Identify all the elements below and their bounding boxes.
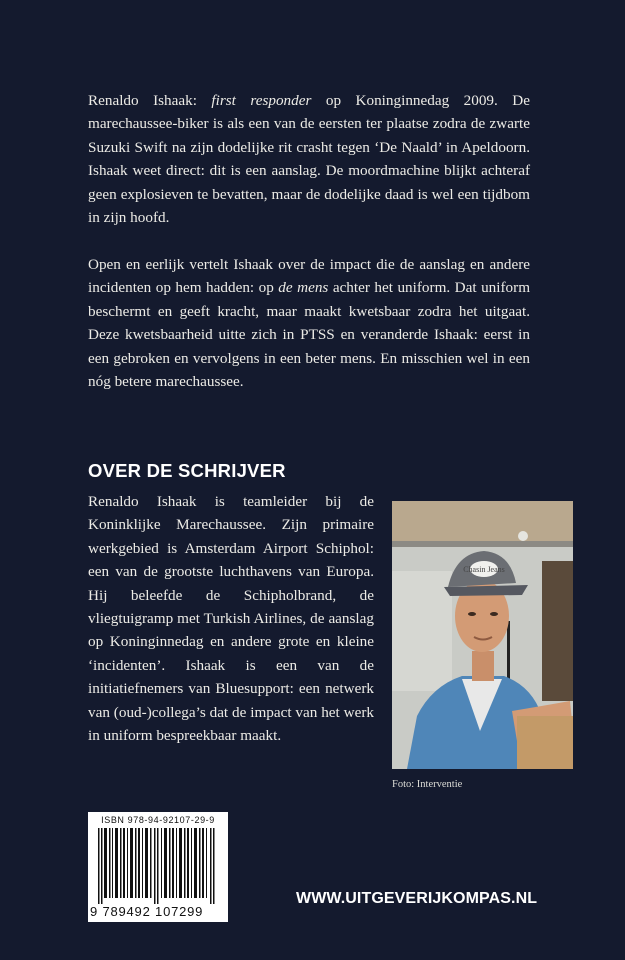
- author-photo: [392, 501, 573, 769]
- intro-p2-text-a: Open en eerlijk vertelt Ishaak over de impact die de aanslag en andere incidenten op hem hadden: op: [88, 256, 530, 297]
- intro-p2-emphasis: de mens: [278, 279, 329, 297]
- isbn-barcode: [88, 812, 228, 922]
- intro-paragraph-1: [88, 89, 530, 229]
- intro-p1-emphasis: first responder: [211, 92, 312, 109]
- publisher-website: WWW.UITGEVERIJKOMPAS.NL: [296, 890, 538, 907]
- author-heading: OVER DE SCHRIJVER: [88, 460, 286, 481]
- cap-logo-text: Chasin Jeans: [463, 565, 505, 574]
- ean-number: 9 789492 107299: [90, 904, 204, 919]
- intro-p2-text-b: achter het uniform. Dat uniform beschermt en geeft kracht, maar maakt kwetsbaar zodra het uitgaat. Deze kwetsbaarheid uitte zich in PTSS en veranderde Ishaak: eerst in een gebroken en vervolgens in een beter mens. En misschien wel in een nóg betere marechaussee.: [88, 279, 531, 391]
- isbn-label: ISBN 978-94-92107-29-9: [101, 815, 215, 825]
- author-bio: Renaldo Ishaak is teamleider bij de Koninklijke Marechaussee. Zijn primaire werkgebied is Amsterdam Airport Schiphol: een van de grootste luchthavens van Europa. Hij beleefde de Schipholbrand, de vliegtuigramp met Turkish Airlines, de aanslag op Koninginnedag en andere grote en kleine ‘incidenten’. Ishaak is een van de initiatiefnemers van Bluesupport: een netwerk van (oud-)collega’s dat de impact van het werk in uniform bespreekbaar maakt.: [88, 493, 374, 745]
- intro-p1-text-a: Renaldo Ishaak:: [88, 92, 212, 109]
- barcode-bars: [98, 828, 218, 904]
- intro-paragraph-2: [88, 253, 530, 393]
- intro-p1-text-b: op Koninginnedag 2009. De marechaussee-biker is als een van de eersten ter plaatse zodra de zwarte Suzuki Swift na zijn dodelijke rit crasht tegen ‘De Naald’ in Apeldoorn. Ishaak weet direct: dit is een aanslag. De moordmachine blijkt achteraf geen explosieven te bevatten, maar de dodelijke daad is wel een tijdbom in zijn hoofd.: [88, 92, 530, 227]
- photo-caption: Foto: Interventie: [392, 779, 463, 790]
